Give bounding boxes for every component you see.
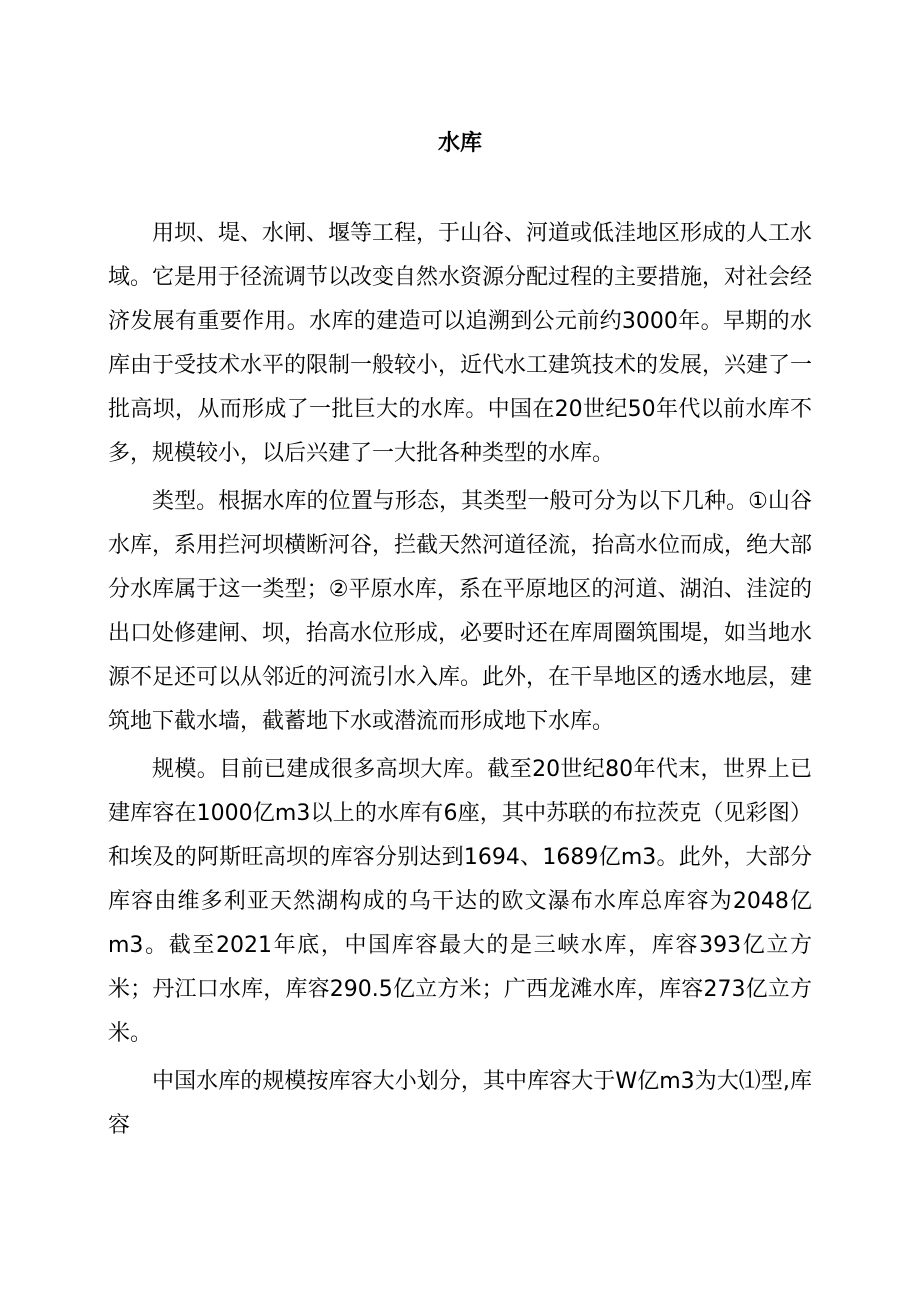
document-body [108, 212, 812, 1148]
paragraph-scale: 规模。目前已建成很多高坝大库。截至20世纪80年代末，世界上已建库容在1000亿m3以上的水库有6座，其中苏联的布拉茨克（见彩图）和埃及的阿斯旺高坝的库容分别达到1694、1689亿m3。此外，大部分库容由维多利亚天然湖构成的乌干达的欧文瀑布水库总库容为2048亿m3。截至2021年底，中国库容最大的是三峡水库，库容393亿立方米；丹江口水库，库容290.5亿立方米；广西龙滩水库，库容273亿立方米。 [108, 757, 812, 1046]
paragraph-classification: 中国水库的规模按库容大小划分，其中库容大于W亿m3为大⑴型,库容 [108, 1069, 812, 1138]
paragraph-types: 类型。根据水库的位置与形态，其类型一般可分为以下几种。①山谷水库，系用拦河坝横断河谷，拦截天然河道径流，抬高水位而成，绝大部分水库属于这一类型；②平原水库，系在平原地区的河道、湖泊、洼淀的出口处修建闸、坝，抬高水位形成，必要时还在库周圈筑围堤，如当地水源不足还可以从邻近的河流引水入库。此外，在干旱地区的透水地层，建筑地下截水墙，截蓄地下水或潜流而形成地下水库。 [108, 489, 813, 734]
document-title: 水库 [437, 131, 482, 156]
paragraph-introduction: 用坝、堤、水闸、堰等工程，于山谷、河道或低洼地区形成的人工水域。它是用于径流调节以改变自然水资源分配过程的主要措施，对社会经济发展有重要作用。水库的建造可以追溯到公元前约3000年。早期的水库由于受技术水平的限制一般较小，近代水工建筑技术的发展，兴建了一批高坝，从而形成了一批巨大的水库。中国在20世纪50年代以前水库不多，规模较小，以后兴建了一大批各种类型的水库。 [108, 221, 813, 466]
